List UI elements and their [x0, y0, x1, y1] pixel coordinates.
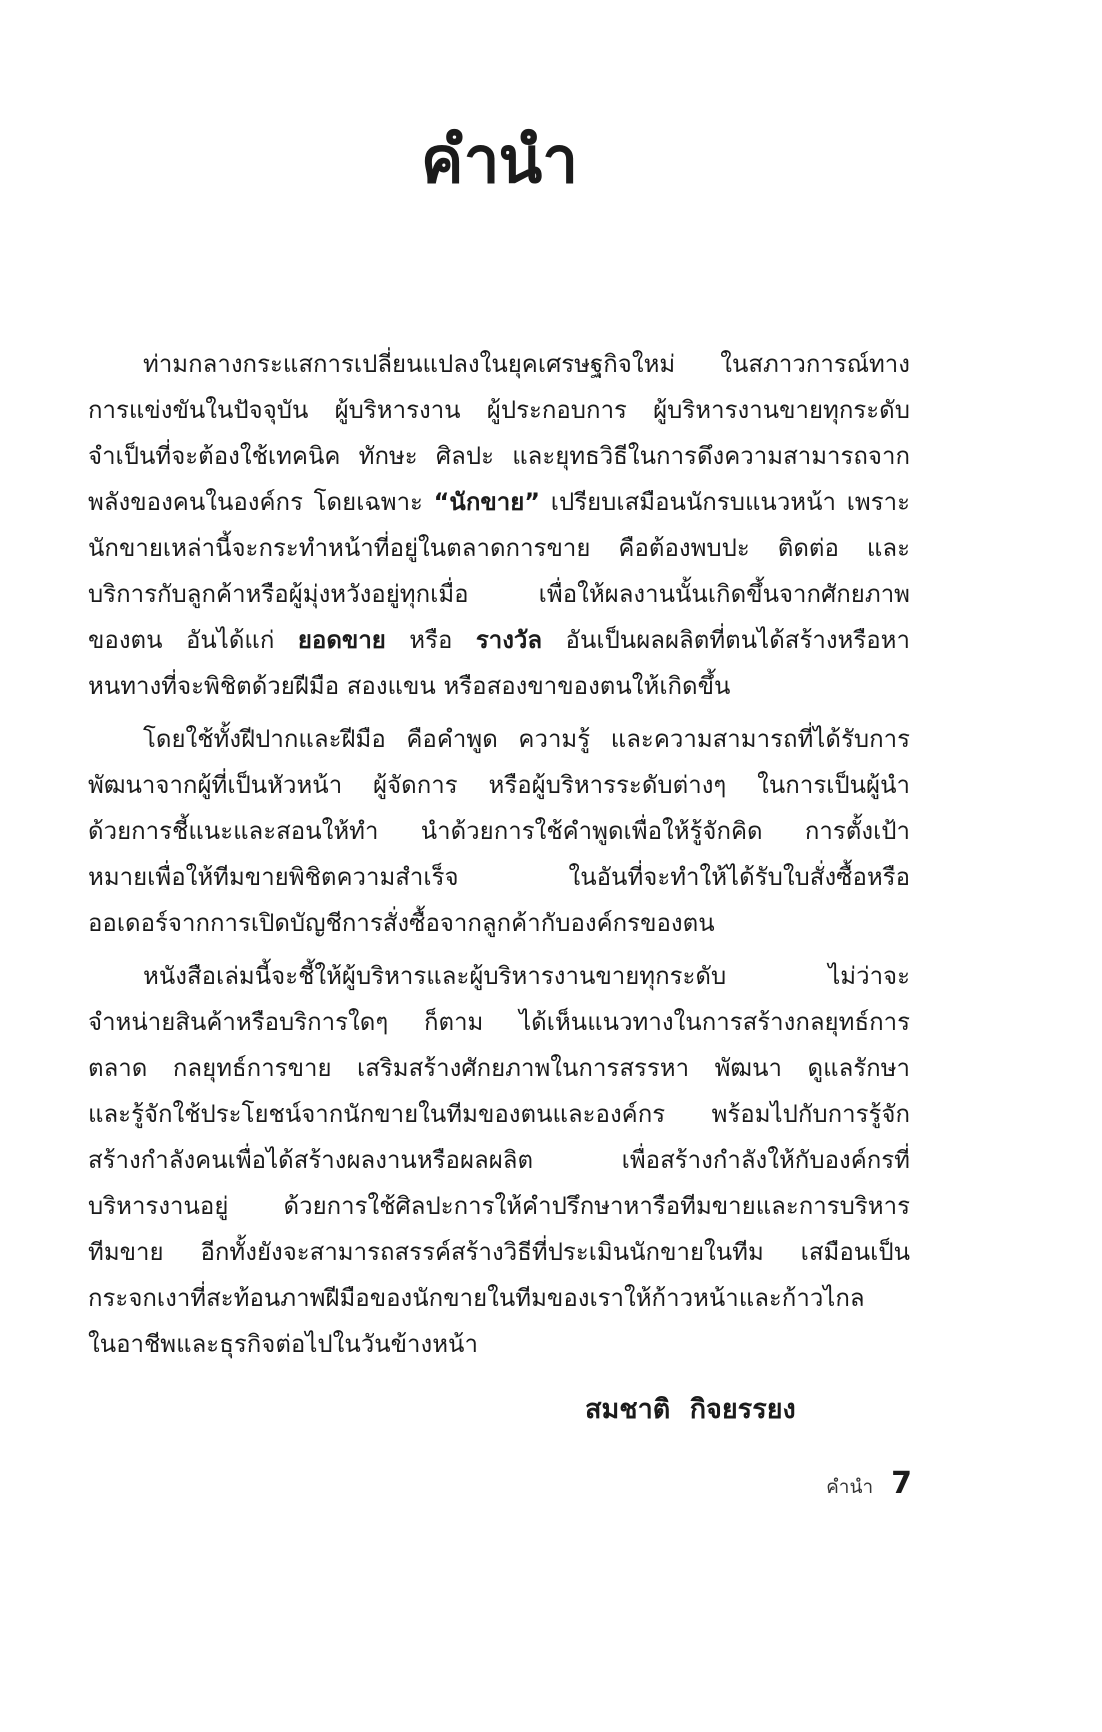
- p3-line-5: สร้างกำลังคนเพื่อได้สร้างผลงานหรือผลผลิต เพื่อสร้างกำลังให้กับองค์กรที่: [88, 1146, 910, 1174]
- paragraph-1: [88, 341, 910, 709]
- p1-line-6: บริการกับลูกค้าหรือผู้มุ่งหวังอยู่ทุกเมื่อ เพื่อให้ผลงานนั้นเกิดขึ้นจากศักยภาพ: [88, 580, 910, 608]
- emphasis-salesperson: “นักขาย”: [433, 488, 541, 516]
- paragraph-2: [88, 716, 910, 946]
- p3-line-8: กระจกเงาที่สะท้อนภาพฝีมือของนักขายในทีมของเราให้ก้าวหน้าและก้าวไกล: [88, 1284, 865, 1312]
- p1-line-4-text-start: พลังของคนในองค์กร โดยเฉพาะ: [88, 488, 423, 516]
- running-footer-section: คำนำ: [826, 1476, 874, 1498]
- p1-line-7-text-or: หรือ: [409, 626, 453, 654]
- p3-line-9: ในอาชีพและธุรกิจต่อไปในวันข้างหน้า: [88, 1330, 478, 1358]
- p1-line-4-text-end: เปรียบเสมือนนักรบแนวหน้า เพราะ: [550, 488, 910, 516]
- paragraph-3: [88, 953, 910, 1367]
- p1-line-1: ท่ามกลางกระแสการเปลี่ยนแปลงในยุคเศรษฐกิจใหม่ ในสภาวการณ์ทาง: [143, 350, 910, 378]
- p1-line-8: หนทางที่จะพิชิตด้วยฝีมือ สองแขน หรือสองขาของตนให้เกิดขึ้น: [88, 672, 731, 700]
- p2-line-1: โดยใช้ทั้งฝีปากและฝีมือ คือคำพูด ความรู้ และความสามารถที่ได้รับการ: [143, 725, 910, 753]
- p1-line-7-text-start: ของตน อันได้แก่: [88, 626, 275, 654]
- emphasis-sales-volume: ยอดขาย: [297, 626, 386, 654]
- p3-line-3: ตลาด กลยุทธ์การขาย เสริมสร้างศักยภาพในการสรรหา พัฒนา ดูแลรักษา: [88, 1054, 910, 1082]
- page-footer: [826, 1466, 912, 1502]
- p1-line-4: [88, 479, 910, 525]
- p1-line-2: การแข่งขันในปัจจุบัน ผู้บริหารงาน ผู้ประกอบการ ผู้บริหารงานขายทุกระดับ: [88, 396, 910, 424]
- preface-body: [88, 341, 910, 1367]
- p1-line-3: จำเป็นที่จะต้องใช้เทคนิค ทักษะ ศิลปะ และยุทธวิธีในการดึงความสามารถจาก: [88, 442, 910, 470]
- p2-line-3: ด้วยการชี้แนะและสอนให้ทำ นำด้วยการใช้คำพูดเพื่อให้รู้จักคิด การตั้งเป้า: [88, 817, 910, 845]
- p3-line-1: หนังสือเล่มนี้จะชี้ให้ผู้บริหารและผู้บริหารงานขายทุกระดับ ไม่ว่าจะ: [143, 962, 910, 990]
- page-number: 7: [891, 1466, 912, 1501]
- p1-line-7: [88, 617, 910, 663]
- p3-line-4: และรู้จักใช้ประโยชน์จากนักขายในทีมของตนและองค์กร พร้อมไปกับการรู้จัก: [88, 1100, 910, 1128]
- p3-line-7: ทีมขาย อีกทั้งยังจะสามารถสรรค์สร้างวิธีที่ประเมินนักขายในทีม เสมือนเป็น: [88, 1238, 910, 1266]
- author-signature: สมชาติ กิจยรรยง: [585, 1394, 796, 1425]
- p2-line-2: พัฒนาจากผู้ที่เป็นหัวหน้า ผู้จัดการ หรือผู้บริหารระดับต่างๆ ในการเป็นผู้นำ: [88, 771, 910, 799]
- p1-line-7-text-end: อันเป็นผลผลิตที่ตนได้สร้างหรือหา: [565, 626, 910, 654]
- page-title: คำนำ: [420, 123, 578, 198]
- p2-line-5: ออเดอร์จากการเปิดบัญชีการสั่งซื้อจากลูกค้ากับองค์กรของตน: [88, 909, 715, 937]
- p2-line-4: หมายเพื่อให้ทีมขายพิชิตความสำเร็จ ในอันที่จะทำให้ได้รับใบสั่งซื้อหรือ: [88, 863, 910, 891]
- emphasis-reward: รางวัล: [475, 626, 543, 654]
- p3-line-2: จำหน่ายสินค้าหรือบริการใดๆ ก็ตาม ได้เห็นแนวทางในการสร้างกลยุทธ์การ: [88, 1008, 910, 1036]
- p3-line-6: บริหารงานอยู่ ด้วยการใช้ศิลปะการให้คำปรึกษาหารือทีมขายและการบริหาร: [88, 1192, 910, 1220]
- p1-line-5: นักขายเหล่านี้จะกระทำหน้าที่อยู่ในตลาดการขาย คือต้องพบปะ ติดต่อ และ: [88, 534, 910, 562]
